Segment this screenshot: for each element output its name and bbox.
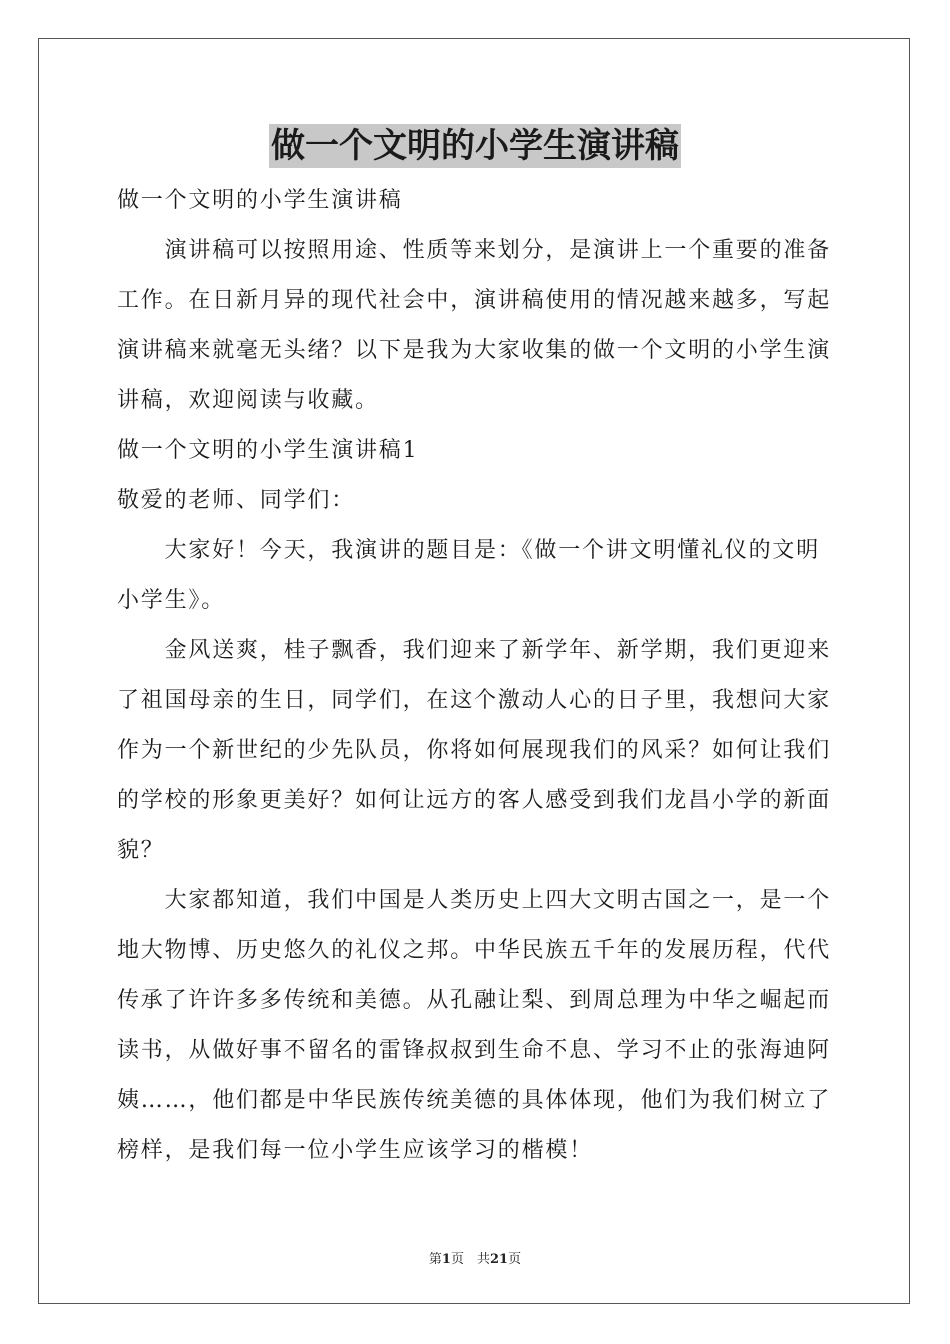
body-line: 讲稿，欢迎阅读与收藏。 [117, 388, 379, 413]
body-line: 小学生》。 [117, 588, 226, 613]
body-line: 金风送爽，桂子飘香，我们迎来了新学年、新学期，我们更迎来 [117, 638, 832, 663]
body-line: 工作。在日新月异的现代社会中，演讲稿使用的情况越来越多，写起 [117, 288, 832, 313]
footer-prefix: 第 [428, 1252, 442, 1267]
footer-total-pages: 21 [489, 1252, 509, 1267]
body-line: 大家好！今天，我演讲的题目是：《做一个讲文明懂礼仪的文明 [117, 538, 821, 563]
document-title: 做一个文明的小学生演讲稿 [271, 126, 679, 166]
body-line: 作为一个新世纪的少先队员，你将如何展现我们的风采？如何让我们 [117, 738, 832, 763]
footer-total-suffix: 页 [508, 1252, 522, 1267]
title-wrap [0, 124, 950, 168]
body-line: 做一个文明的小学生演讲稿 [117, 188, 403, 213]
footer-page-number: 1 [441, 1252, 451, 1267]
body-line: 貌？ [117, 838, 165, 863]
footer-page-suffix: 页 共 [450, 1252, 490, 1267]
body-line: 敬爱的老师、同学们： [117, 488, 356, 513]
page-footer [0, 1248, 950, 1267]
body-line: 了祖国母亲的生日，同学们，在这个激动人心的日子里，我想问大家 [117, 688, 832, 713]
body-line: 地大物博、历史悠久的礼仪之邦。中华民族五千年的发展历程，代代 [117, 938, 832, 963]
body-line: 榜样，是我们每一位小学生应该学习的楷模！ [117, 1138, 594, 1163]
body-line: 演讲稿来就毫无头绪？以下是我为大家收集的做一个文明的小学生演 [117, 338, 832, 363]
body-line: 读书，从做好事不留名的雷锋叔叔到生命不息、学习不止的张海迪阿 [117, 1038, 832, 1063]
body-line: 的学校的形象更美好？如何让远方的客人感受到我们龙昌小学的新面 [117, 788, 832, 813]
body-line: 传承了许许多多传统和美德。从孔融让梨、到周总理为中华之崛起而 [117, 988, 832, 1013]
document-body [117, 176, 833, 1176]
body-line: 演讲稿可以按照用途、性质等来划分，是演讲上一个重要的准备 [117, 238, 832, 263]
body-line: 做一个文明的小学生演讲稿1 [117, 438, 419, 463]
body-line: 大家都知道，我们中国是人类历史上四大文明古国之一，是一个 [117, 888, 832, 913]
body-line: 姨……，他们都是中华民族传统美德的具体体现，他们为我们树立了 [117, 1088, 832, 1113]
